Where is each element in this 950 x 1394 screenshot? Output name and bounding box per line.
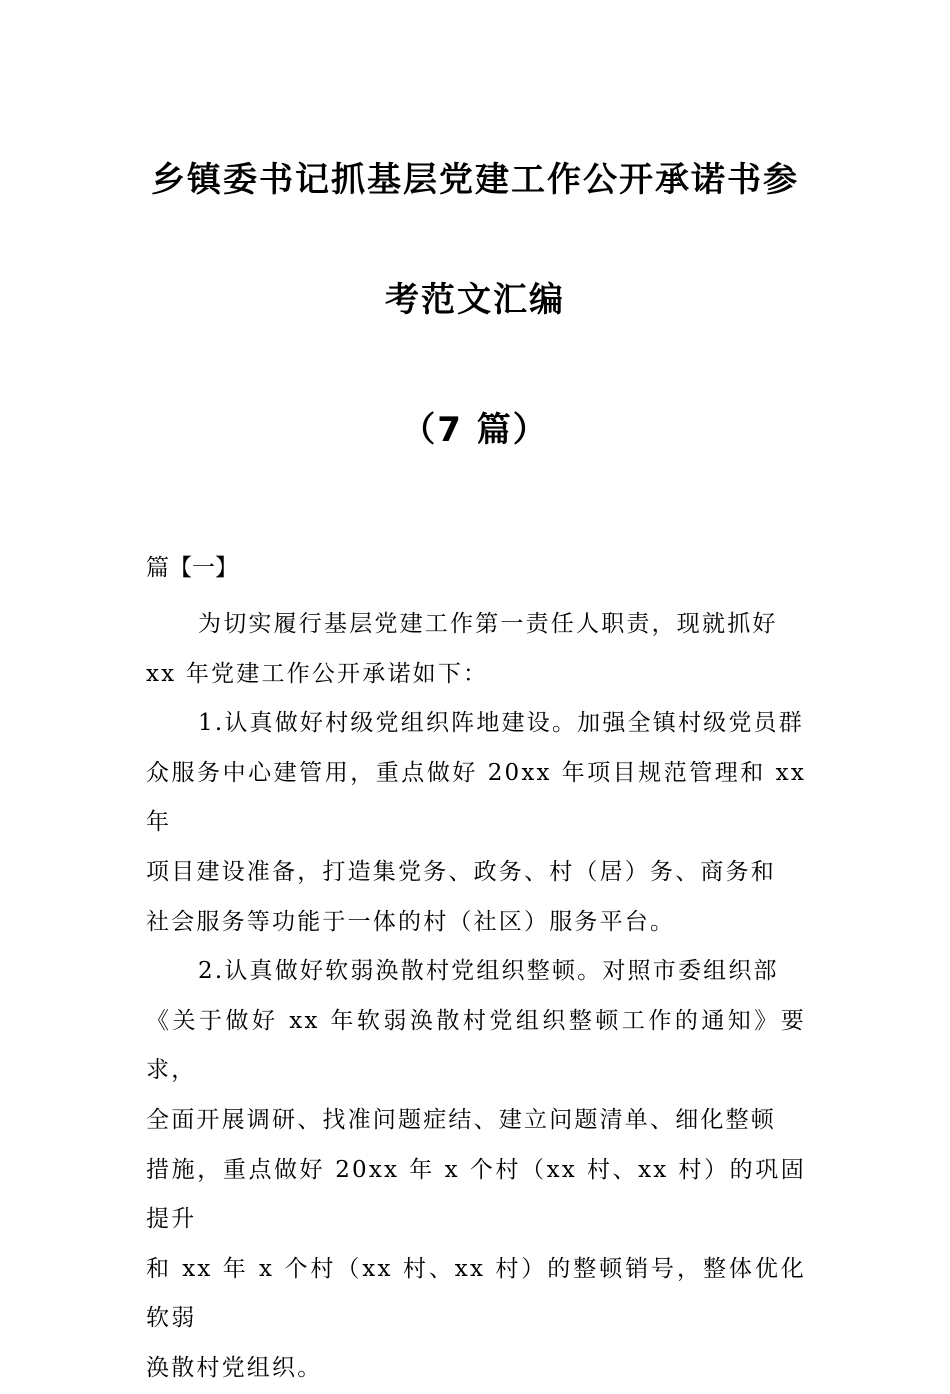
section-heading: 篇【一】 xyxy=(146,555,238,581)
paragraph-item-2: 2.认真做好软弱涣散村党组织整顿。对照市委组织部 《关于做好 xx 年软弱涣散村党组织整顿工作的通知》要求， 全面开展调研、找准问题症结、建立问题清单、细化整顿 措施，重点做好 20xx 年 x 个村（xx 村、xx 村）的巩固提升 和 xx 年 x 个村（xx 村、xx 村）的整顿销号，整体优化软弱 涣散村党组织。 xyxy=(146,958,806,1381)
document-count-label: （7 篇） xyxy=(401,410,549,450)
paragraph-item-1: 1.认真做好村级党组织阵地建设。加强全镇村级党员群 众服务中心建管用，重点做好 20xx 年项目规范管理和 xx 年 项目建设准备，打造集党务、政务、村（居）务、商务和 社会服务等功能于一体的村（社区）服务平台。 xyxy=(146,710,806,935)
paragraph-intro: 为切实履行基层党建工作第一责任人职责，现就抓好 xx 年党建工作公开承诺如下： xyxy=(146,611,778,687)
document-title-line-2: 考范文汇编 xyxy=(385,280,565,320)
document-title-line-1: 乡镇委书记抓基层党建工作公开承诺书参 xyxy=(151,160,799,200)
body-text xyxy=(146,600,806,1394)
